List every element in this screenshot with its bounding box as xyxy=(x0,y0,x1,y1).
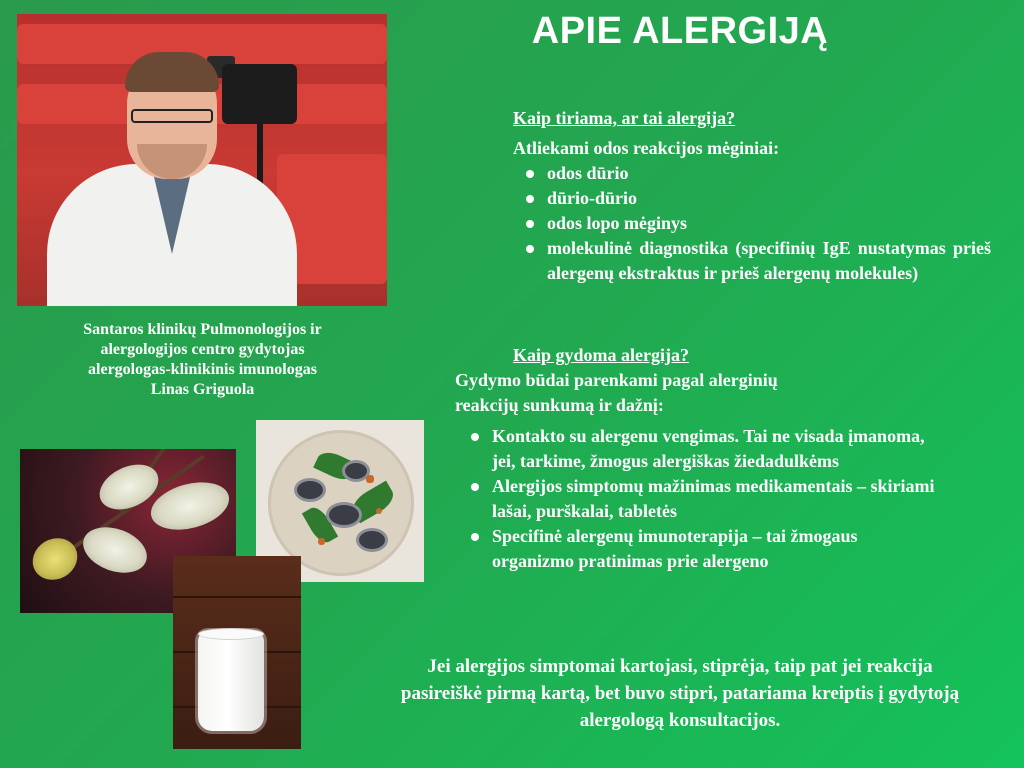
caption-line: alergologijos centro gydytojas xyxy=(100,341,305,358)
clam-shell xyxy=(326,502,362,528)
willow-catkin xyxy=(77,519,153,581)
note-line: Jei alergijos simptomai kartojasi, stiprėja, taip pat jei reakcija xyxy=(427,656,933,677)
list-item: Kontakto su alergenu vengimas. Tai ne visada įmanoma, jei, tarkime, žmogus alergiškas žiedadulkėms xyxy=(455,424,943,474)
milk-glass-rim xyxy=(198,628,264,640)
caption-line: Linas Griguola xyxy=(150,381,255,398)
milk-glass-photo xyxy=(173,556,301,749)
note-line: alergologą konsultacijos. xyxy=(579,710,781,731)
clam-shell xyxy=(294,478,326,502)
list-item: odos dūrio xyxy=(513,161,991,186)
garnish xyxy=(318,538,325,545)
video-camera xyxy=(222,64,297,124)
list-item: odos lopo mėginys xyxy=(513,211,991,236)
treatment-list xyxy=(455,424,943,574)
note-line: pasireiškė pirmą kartą, bet buvo stipri, patariama kreiptis į gydytoją xyxy=(400,683,960,704)
doctor-hair xyxy=(125,52,219,92)
willow-catkin xyxy=(25,530,85,588)
caption-line: Santaros klinikų Pulmonologijos ir xyxy=(83,321,322,338)
testing-heading: Kaip tiriama, ar tai alergija? xyxy=(513,108,736,128)
milk-glass xyxy=(198,631,264,731)
treatment-intro: reakcijų sunkumą ir dažnį: xyxy=(455,395,664,415)
clam-shell xyxy=(356,528,388,552)
testing-list xyxy=(513,161,991,286)
treatment-section xyxy=(455,343,995,574)
testing-section xyxy=(513,106,991,286)
caption-line: alergologas-klinikinis imunologas xyxy=(88,361,317,378)
garnish xyxy=(366,475,374,483)
list-item: dūrio-dūrio xyxy=(513,186,991,211)
list-item: Specifinė alergenų imunoterapija – tai žmogaus organizmo pratinimas prie alergeno xyxy=(455,524,943,574)
testing-intro: Atliekami odos reakcijos mėginiai: xyxy=(513,138,780,158)
wood-plank-line xyxy=(173,596,301,598)
portrait-caption xyxy=(40,320,365,400)
doctor-portrait-photo xyxy=(17,14,387,306)
page-title: APIE ALERGIJĄ xyxy=(531,10,829,52)
consultation-note xyxy=(340,653,1020,734)
garnish xyxy=(376,508,382,514)
list-item: molekulinė diagnostika (specifinių IgE nustatymas prieš alergenų ekstraktus ir prieš alergenų molekules) xyxy=(513,236,991,286)
list-item: Alergijos simptomų mažinimas medikamentais – skiriami lašai, purškalai, tabletės xyxy=(455,474,943,524)
treatment-heading: Kaip gydoma alergija? xyxy=(513,345,689,365)
eyeglasses xyxy=(131,109,213,123)
treatment-intro: Gydymo būdai parenkami pagal alerginių xyxy=(455,370,778,390)
